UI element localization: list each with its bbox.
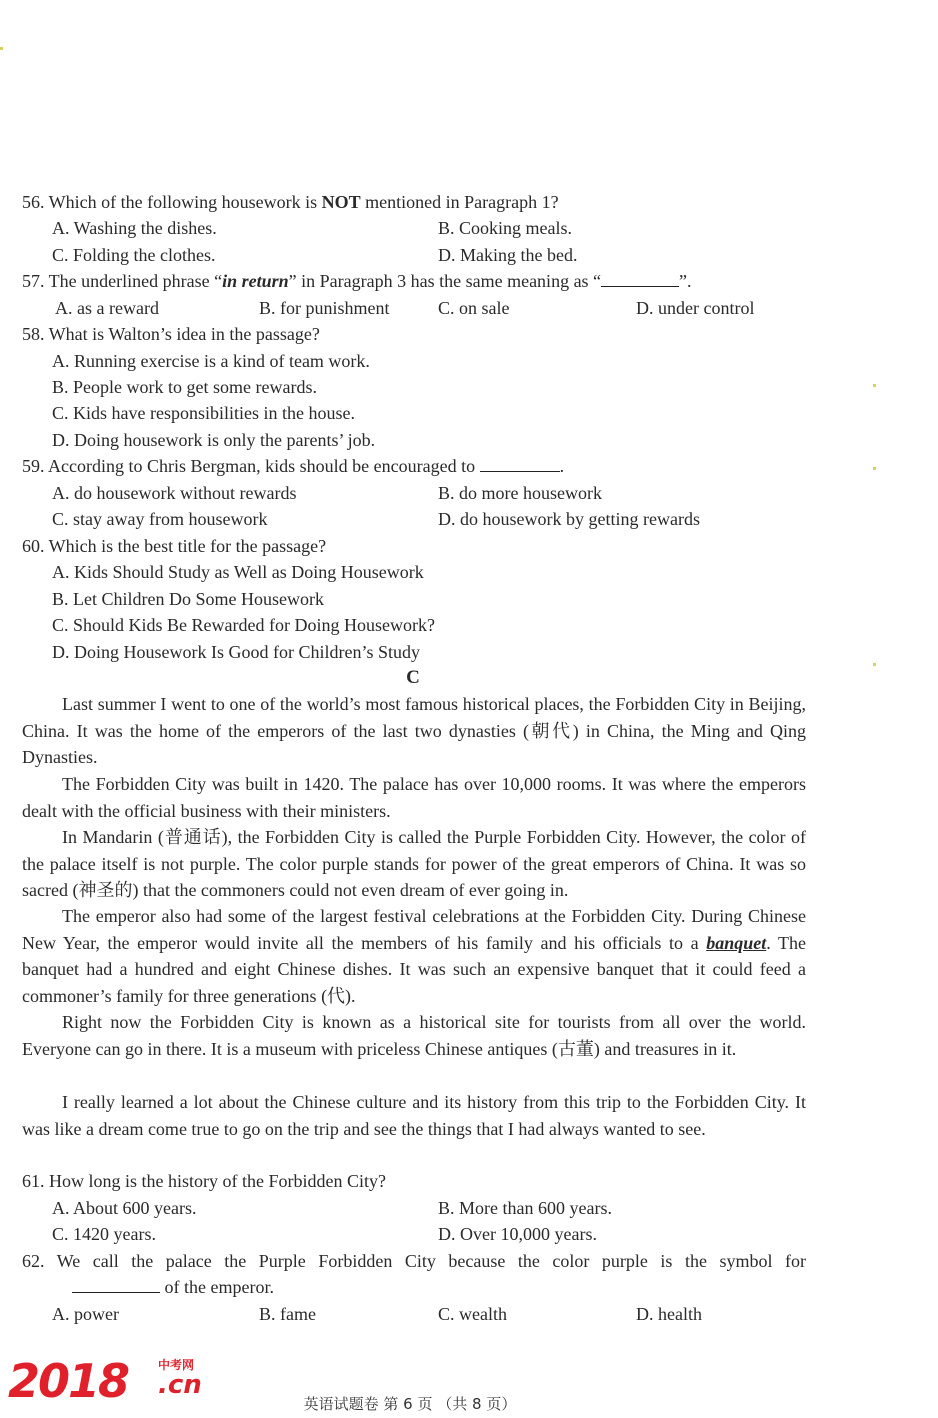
q57-stem: 57. The underlined phrase “in return” in Paragraph 3 has the same meaning as “ ”. bbox=[22, 268, 692, 294]
section-heading: C bbox=[406, 667, 420, 688]
q62-option-d: D. health bbox=[636, 1304, 702, 1324]
q56-stem: 56. Which of the following housework is NOT mentioned in Paragraph 1? bbox=[22, 192, 559, 212]
q60-stem: 60. Which is the best title for the passage? bbox=[22, 536, 327, 556]
answer-blank bbox=[480, 453, 560, 472]
q61-option-a: A. About 600 years. bbox=[52, 1198, 197, 1218]
logo-number: 2018 bbox=[8, 1354, 129, 1408]
q58-option-d: D. Doing housework is only the parents’ job. bbox=[52, 430, 376, 450]
q58-option-b: B. People work to get some rewards. bbox=[52, 377, 317, 397]
passage-paragraph-5: Right now the Forbidden City is known as a historical site for tourists from all over the world. Everyone can go in there. It is a museum with priceless Chinese antiques (古董) and treasures in it. bbox=[22, 1012, 806, 1059]
q62-option-a: A. power bbox=[52, 1304, 119, 1324]
q61-option-d: D. Over 10,000 years. bbox=[438, 1224, 597, 1244]
answer-blank bbox=[72, 1274, 160, 1293]
q59-stem: 59. According to Chris Bergman, kids should be encouraged to . bbox=[22, 453, 564, 479]
scan-speck bbox=[0, 47, 3, 50]
page-footer: 英语试题卷 第 6 页 （共 8 页） bbox=[303, 1395, 517, 1413]
q57-option-b: B. for punishment bbox=[259, 298, 390, 318]
q59-option-d: D. do housework by getting rewards bbox=[438, 509, 700, 529]
q57-option-c: C. on sale bbox=[438, 298, 510, 318]
scan-speck bbox=[873, 384, 876, 387]
passage-paragraph-6: I really learned a lot about the Chinese culture and its history from this trip to the Forbidden City. It was like a dream come true to go on the trip and see the things that I had always wanted to see. bbox=[22, 1092, 806, 1139]
q62-stem-line1: 62. We call the palace the Purple Forbidden City because the color purple is the symbol for bbox=[22, 1251, 806, 1271]
passage-paragraph-1: Last summer I went to one of the world’s most famous historical places, the Forbidden City in Beijing, China. It was the home of the emperors of the last two dynasties (朝代) in China, the Ming and Qing Dynasties. bbox=[22, 694, 806, 767]
q62-stem-line2: of the emperor. bbox=[72, 1274, 274, 1300]
q62-option-b: B. fame bbox=[259, 1304, 316, 1324]
underlined-word: banquet bbox=[706, 932, 767, 953]
q60-option-c: C. Should Kids Be Rewarded for Doing Housework? bbox=[52, 615, 435, 635]
passage-paragraph-4: The emperor also had some of the largest festival celebrations at the Forbidden City. During Chinese New Year, the emperor would invite all the members of his family and his officials to a banquet. The banquet had a hundred and eight Chinese dishes. It was such an expensive banquet that it could feed a commoner’s family for three generations (代). bbox=[22, 906, 806, 1006]
q60-option-b: B. Let Children Do Some Housework bbox=[52, 589, 324, 609]
q56-option-c: C. Folding the clothes. bbox=[52, 245, 216, 265]
passage-paragraph-3: In Mandarin (普通话), the Forbidden City is called the Purple Forbidden City. However, the color of the palace itself is not purple. The color purple stands for power of the great emperors of China. It was so sacred (神圣的) that the commoners could not even dream of ever going in. bbox=[22, 827, 806, 900]
passage-paragraph-2: The Forbidden City was built in 1420. The palace has over 10,000 rooms. It was where the emperors dealt with the official business with their ministers. bbox=[22, 774, 806, 821]
q58-option-c: C. Kids have responsibilities in the house. bbox=[52, 403, 355, 423]
logo-site-name: 中考网 bbox=[158, 1358, 195, 1372]
q61-option-b: B. More than 600 years. bbox=[438, 1198, 612, 1218]
q57-option-a: A. as a reward bbox=[55, 298, 159, 318]
scan-speck bbox=[873, 467, 876, 470]
q58-stem: 58. What is Walton’s idea in the passage? bbox=[22, 324, 320, 344]
q61-stem: 61. How long is the history of the Forbidden City? bbox=[22, 1171, 386, 1191]
logo-domain: .cn bbox=[158, 1370, 202, 1400]
q57-option-d: D. under control bbox=[636, 298, 755, 318]
answer-blank bbox=[601, 268, 679, 287]
q56-option-b: B. Cooking meals. bbox=[438, 218, 572, 238]
q59-option-a: A. do housework without rewards bbox=[52, 483, 297, 503]
q59-option-c: C. stay away from housework bbox=[52, 509, 268, 529]
q56-option-a: A. Washing the dishes. bbox=[52, 218, 217, 238]
q58-option-a: A. Running exercise is a kind of team work. bbox=[52, 351, 370, 371]
q60-option-d: D. Doing Housework Is Good for Children’s Study bbox=[52, 642, 420, 662]
scan-speck bbox=[873, 663, 876, 666]
q62-option-c: C. wealth bbox=[438, 1304, 507, 1324]
q60-option-a: A. Kids Should Study as Well as Doing Housework bbox=[52, 562, 424, 582]
q56-option-d: D. Making the bed. bbox=[438, 245, 578, 265]
q59-option-b: B. do more housework bbox=[438, 483, 602, 503]
q61-option-c: C. 1420 years. bbox=[52, 1224, 156, 1244]
